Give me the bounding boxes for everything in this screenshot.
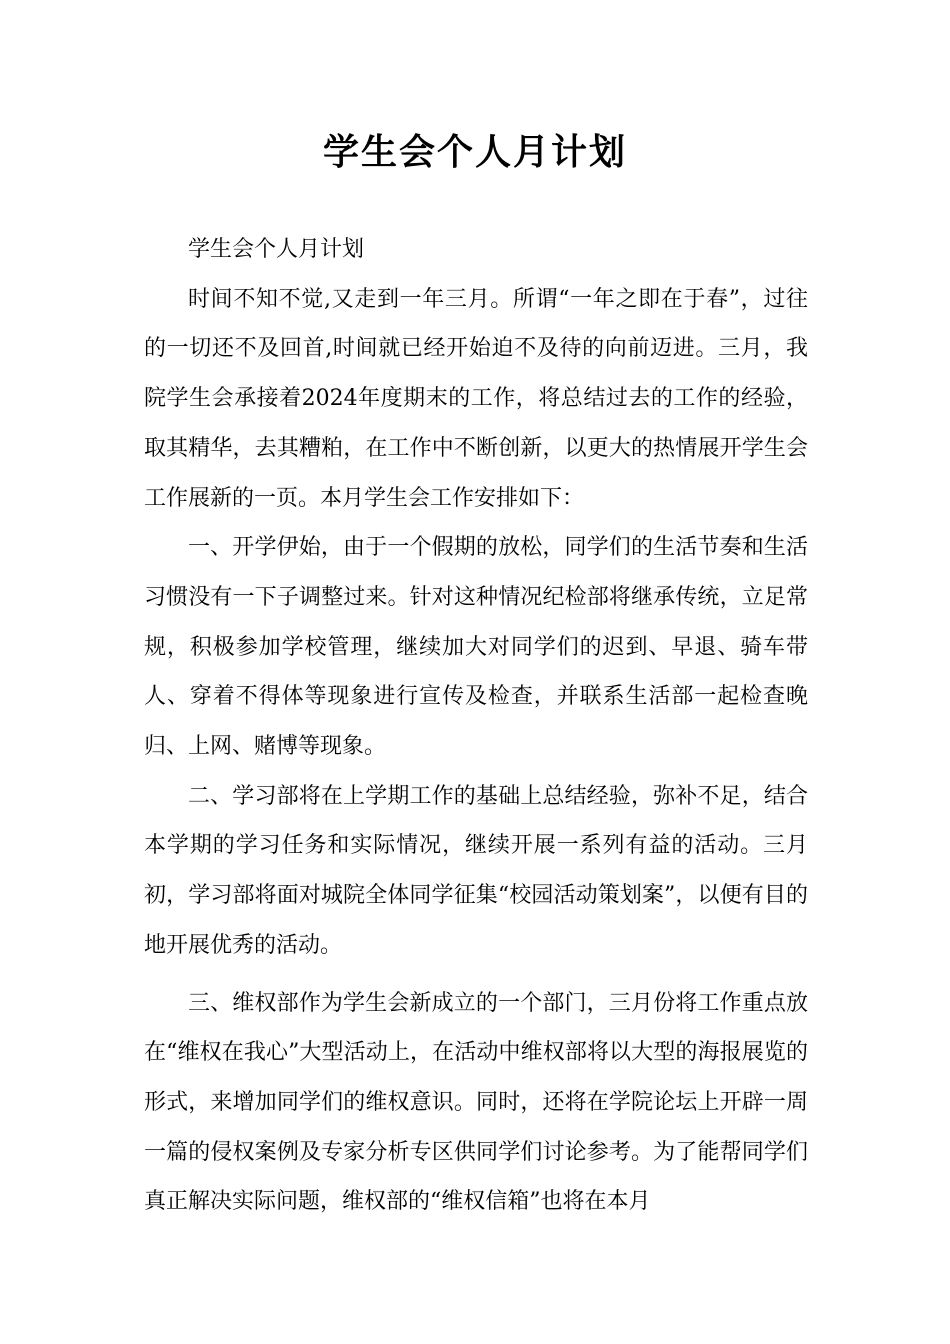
paragraph-item-1: 一、开学伊始，由于一个假期的放松，同学们的生活节奏和生活习惯没有一下子调整过来。针对这种情况纪检部将继承传统，立足常规，积极参加学校管理，继续加大对同学们的迟到、早退、骑车带人、穿着不得体等现象进行宣传及检查，并联系生活部一起检查晚归、上网、赌博等现象。: [144, 535, 808, 760]
paragraph-intro: 时间不知不觉,又走到一年三月。所谓“一年之即在于春”，过往的一切还不及回首,时间就已经开始迫不及待的向前迈进。三月，我院学生会承接着2024年度期末的工作，将总结过去的工作的经验，取其精华，去其糟粕，在工作中不断创新，以更大的热情展开学生会工作展新的一页。本月学生会工作安排如下：: [144, 286, 808, 511]
paragraph-item-3: 三、维权部作为学生会新成立的一个部门，三月份将工作重点放在“维权在我心”大型活动上，在活动中维权部将以大型的海报展览的形式，来增加同学们的维权意识。同时，还将在学院论坛上开辟一周一篇的侵权案例及专家分析专区供同学们讨论参考。为了能帮同学们真正解决实际问题，维权部的“维权信箱”也将在本月: [144, 990, 808, 1215]
document-body: [144, 225, 808, 1227]
document-title: 学生会个人月计划: [322, 132, 627, 173]
paragraph-item-2: 二、学习部将在上学期工作的基础上总结经验，弥补不足，结合本学期的学习任务和实际情况，继续开展一系列有益的活动。三月初，学习部将面对城院全体同学征集“校园活动策划案”，以便有目的地开展优秀的活动。: [144, 783, 808, 958]
paragraph-heading: 学生会个人月计划: [188, 237, 365, 262]
